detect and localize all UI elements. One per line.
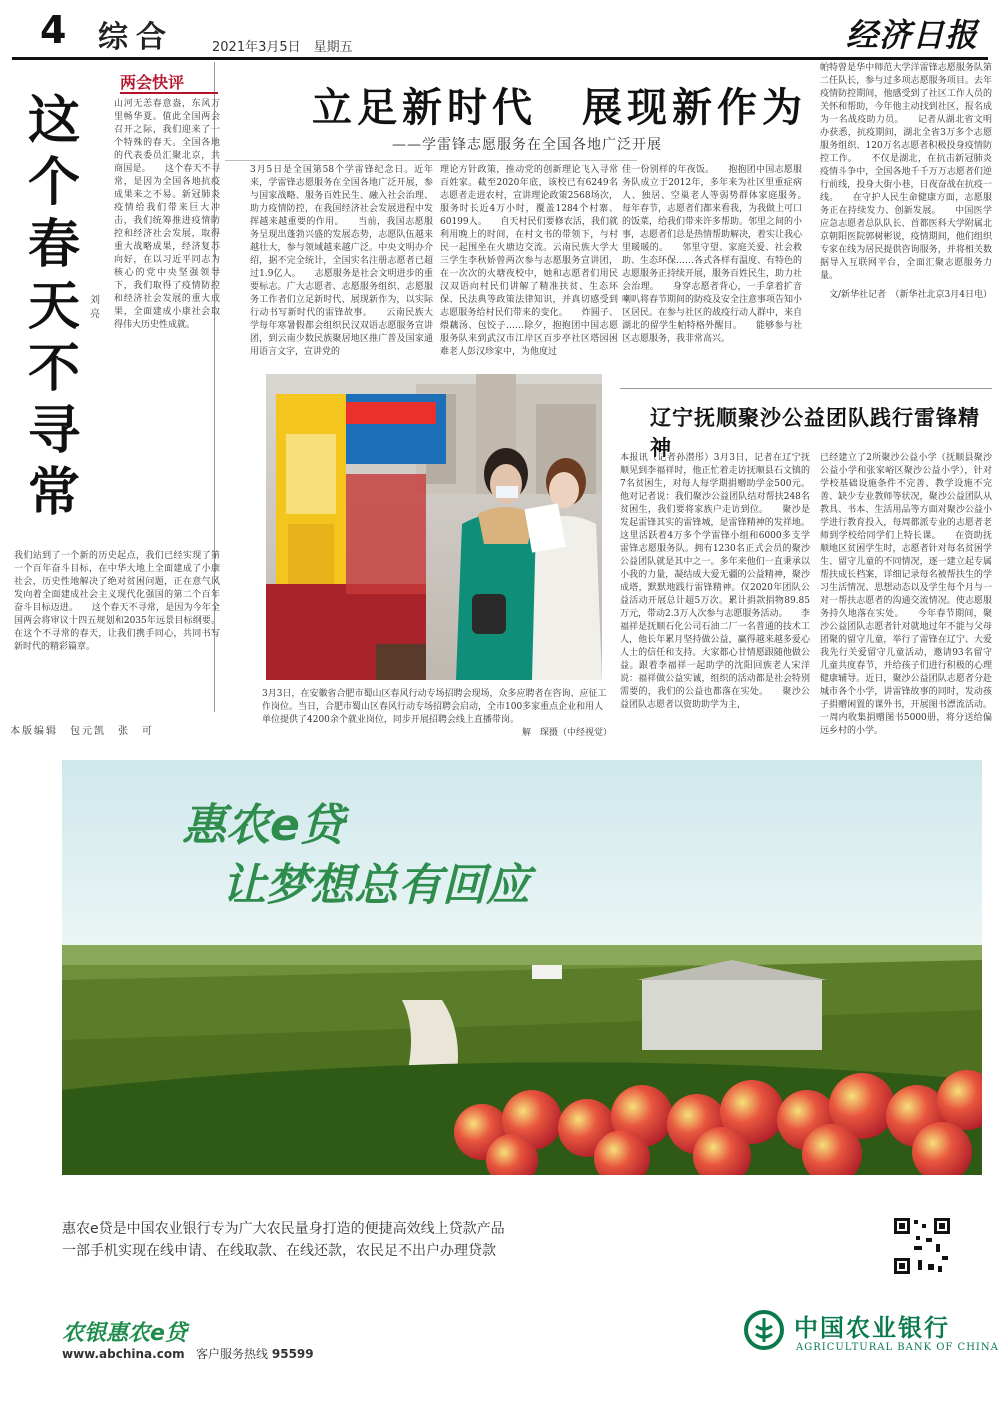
feature-title: 立足新时代 展现新作为 <box>312 85 807 131</box>
ad-slogan-top: 惠农e贷 <box>182 800 344 851</box>
hotline-number: 95599 <box>271 1347 314 1361</box>
abc-emblem-icon <box>744 1310 784 1350</box>
ad-description <box>62 1218 505 1262</box>
headline-char: 不 <box>27 339 80 399</box>
commentary-body-lower: 我们站到了一个新的历史起点，我们已经实现了第一个百年奋斗目标，在中华大地上全面建成了小康社会，历史性地解决了绝对贫困问题，正在意气风发向着全面建成社会主义现代化强国的第二个百年奋斗目标迈进。 这个春天不寻常，是因为今年全国两会将审议十四五规划和2035年远景目标纲要。在这个不寻常的春天，让我们携手同心，共同书写新时代的精彩篇章。 <box>14 551 220 652</box>
commentary-body-upper: 山河无恙春意盎，东风万里畅华夏。值此全国两会召开之际，我们迎来了一个特殊的春天。全国各地的代表委员汇聚北京，共商国是。 这个春天不寻常，是因为全国各地抗疫成果来之不易。新冠肺炎疫情给我们带来巨大冲击，我们统筹推进疫情防控和经济社会发展，取得重大战略成果，经济复苏向好，在以习近平同志为核心的党中央坚强领导下，我们取得了疫情防控和经济社会发展的重大成果，全面建成小康社会取得伟大历史性成就。 <box>114 99 220 330</box>
advertisement-image <box>62 760 982 1175</box>
job-fair-photo <box>266 374 602 680</box>
title-rule <box>225 160 637 161</box>
ad-contact <box>62 1345 314 1362</box>
feature-column-1: 3月5日是全国第58个学雷锋纪念日。近年来，学雷锋志愿服务在全国各地广泛开展，参与国家战略、服务百姓民生、融入社会治理、助力疫情防控，在我国经济社会发展进程中发挥越来越重要的作用。 当前，我国志愿服务呈现出蓬勃兴盛的发展态势，志愿队伍越来越壮大，参与领域越来越广泛。中央文明办介绍，据不完全统计，全国实名注册志愿者已超过1.9亿人。 志愿服务是社会文明进步的重要标志。广大志愿者、志愿服务组织、志愿服务工作者们立足新时代、展现新作为，以实际行动书写新时代的雷锋故事。 云南民族大学每年寒暑假都会组织民汉双语志愿服务宣讲团，到云南少数民族聚居地区推广普及国家通用语言文字，宣讲党的 <box>250 165 433 357</box>
photo-credit: 解 琛摄（中经视觉） <box>521 728 612 738</box>
job-fair-photo-illustration <box>266 374 602 680</box>
column-tag-rule <box>120 92 218 94</box>
sub-article-column-2: 已经建立了2所聚沙公益小学（抚顺县聚沙公益小学和张家峪区聚沙公益小学），针对学校基础设施条件不完善、教学设施不完善、缺少专业教师等状况，聚沙公益团队从教具、书本、生活用品等方面对聚沙公益小学进行教育投入，每周都派专业的志愿者老师到学校给同学们上特长课。 在资助抚顺地区贫困学生时，志愿者针对每名贫困学生、留守儿童的不同情况，逐一建立起专属帮扶成长档案，详细记录每名被帮扶生的学习生活情况、思想动态以及学生每个月与一对一帮扶志愿者的沟通交流情况。使志愿服务持久地落在实处。 今年春节期间，聚沙公益团队志愿者针对就地过年不能与父母团聚的留守儿童，举行了雷锋在辽宁、大爱我先行关爱留守儿童活动，邀请93名留守儿童共度春节，并给孩子们进行积极的心理健康辅导。近日，聚沙公益团队志愿者分赴城市各个小学，讲雷锋故事的同时，发动孩子捐赠闲置的课外书，开展图书漂流活动。一周内收集捐赠图书5000册，将分送给偏远乡村的小学。 <box>820 453 992 736</box>
headline-char: 春 <box>27 215 80 275</box>
section-name: 综合 <box>98 20 174 55</box>
feature-subtitle: ——学雷锋志愿服务在全国各地广泛开展 <box>392 137 662 153</box>
bank-website[interactable]: www.abchina.com <box>62 1347 185 1361</box>
orchard-landscape-illustration <box>62 760 982 1175</box>
feature-column-4-text: 帕特曾是华中师范大学洋雷锋志愿服务队第二任队长，参与过多项志愿服务项目。去年疫情防控期间，他感受到了社区工作人员的关怀和帮助，今年他主动找到社区，报名成为一名战疫助力员。 记者从湖北省文明办获悉，抗疫期间，湖北全省3万多个志愿服务组织、120万名志愿者积极投身疫情防控工作。 不仅是湖北，在抗击新冠肺炎疫情斗争中，全国各地千千万万志愿者们逆行前线，投身大街小巷，日夜奋战在抗疫一线。 在守护人民生命健康方面，志愿服务正在持续发力、创新发展。 中国医学应急志愿者总队队长、首都医科大学附属北京朝阳医院郭树彬说，疫情期间，他们组织专家在线为居民提供咨询服务，并将相关数据导入互联网平台，全面汇聚志愿服务力量。 <box>820 63 992 281</box>
commentary-author: 刘亮 <box>90 295 100 320</box>
paper-logo: 经济日报 <box>845 16 978 54</box>
photo-caption-text: 3月3日，在安徽省合肥市蜀山区春风行动专场招聘会现场，众多应聘者在咨询、应征工作岗位。当日，合肥市蜀山区春风行动专场招聘会启动，全市100多家重点企业和用人单位提供了4200余个就业岗位，同步开展招聘会线上直播带岗。 <box>262 689 607 725</box>
sub-article-title: 辽宁抚顺聚沙公益团队践行雷锋精神 <box>650 406 980 460</box>
commentary-headline <box>22 90 86 524</box>
qr-code-icon <box>892 1216 952 1276</box>
feature-column-3: 佳一份别样的年夜饭。 抱抱团中国志愿服务队成立于2012年，多年来为社区里重症病人、独居、空巢老人等弱势群体家庭服务。 每年春节，志愿者们都来看我，为我做上可口的饭菜，给我们带来许多帮助。邻里之间的小事，志愿者们总是热情帮助解决，着实让我心里暖暖的。 邻里守望、家庭关爱、社会救助、生态环保……各式各样有温度、有特色的志愿服务正持续开展，服务百姓民生，助力社会治理。 身穿志愿者背心，一手拿着扩音喇叭将春节期间的防疫及安全注意事项告知小区居民。在参与社区的战疫行动人群中，来自湖北的留学生帕特格外醒目。 能够参与社区志愿服务，我非常高兴。 <box>622 165 821 344</box>
page-number: 4 <box>40 8 67 52</box>
page-editors: 本版编辑 包元凯 张 可 <box>10 726 154 737</box>
ad-description-line-1: 惠农e贷是中国农业银行专为广大农民量身打造的便捷高效线上贷款产品 <box>62 1221 505 1237</box>
column-tag: 两会快评 <box>120 73 185 92</box>
headline-char: 天 <box>27 277 80 337</box>
headline-char: 个 <box>27 153 80 213</box>
hotline-label: 客户服务热线 <box>196 1347 269 1361</box>
photo-caption <box>262 688 612 740</box>
feature-column-4 <box>820 62 992 302</box>
sub-article-rule <box>620 388 992 389</box>
headline-char: 这 <box>27 91 80 151</box>
commentary-column <box>10 62 220 712</box>
feature-byline: 文/新华社记者 （新华社北京3月4日电） <box>829 290 992 300</box>
ad-brand-logo: 农银惠农e贷 <box>62 1321 187 1346</box>
ad-slogan-bottom: 让梦想总有回应 <box>222 860 530 911</box>
sub-article-column-1: 本报讯（记者孙潜彤）3月3日，记者在辽宁抚顺见到李福祥时，他正忙着走访抚顺县石文镇的7名贫困生，对每人每学期捐赠助学金500元。他对记者说：我们聚沙公益团队结对帮扶248名贫困生，我们要将家族户走访到位。 聚沙是发起雷锋其实的雷锋城，是雷锋精神的发祥地。这里活跃着4万多个学雷锋小组和6000多支学雷锋志愿服务队。拥有1230名正式会员的聚沙公益团队就是其中之一。多年来他们一直秉承以小我的力量，凝结成大爱无疆的公益精神，聚沙成塔，默默地践行雷锋精神。仅2020年团队公益活动开展总计超5万次。累计捐款捐物89.85万元，带动2.3万人次参与志愿服务活动。 李福祥是抚顺石化公司石油二厂一名普通的技术工人，他长年累月坚持做公益，赢得越来越多爱心人士的信任和支持。大家都心甘情愿跟随他做公益。跟着李福祥一起助学的沈阳回族老人宋洋说：福祥做公益实诚，组织的活动都是社会特别需要的，我们的公益也都落在实处。 聚沙公益团队志愿者以资助助学为主， <box>620 453 810 710</box>
bank-name: 中国农业银行 <box>794 1313 950 1342</box>
issue-date: 2021年3月5日 星期五 <box>212 40 353 55</box>
feature-column-2: 理论方针政策，推动党的创新理论飞入寻常百姓家。截至2020年底，该校已有6249名志愿者走进农村，宣讲理论政策2568场次，服务时长近4万小时，覆盖1284个村寨、60199人。 自天村民们要修农活，我们就利用晚上的时间，在村文书的带领下，与村民一起围坐在火塘边交流。云南民族大学大三学生李秋娇曾两次参与志愿服务宣讲团，在一次次的火塘夜校中，她和志愿者们用民汉双语向村民们讲解了精准扶贫、生态环保、民法典等政策法律知识，并真切感受到志愿服务给村民们带来的变化。 炸圆子、煨藕汤、包饺子……除夕，抱抱团中国志愿服务队来到武汉市江岸区百步亭社区塔园困难老人彭汉珍家中，为他度过 <box>440 165 618 357</box>
masthead <box>12 8 988 60</box>
headline-char: 常 <box>27 463 80 523</box>
headline-char: 寻 <box>27 401 80 461</box>
qr-code[interactable] <box>892 1216 952 1276</box>
ad-description-line-2: 一部手机实现在线申请、在线取款、在线还款，农民足不出户办理贷款 <box>62 1243 496 1259</box>
bank-name-en: AGRICULTURAL BANK OF CHINA <box>796 1342 999 1353</box>
